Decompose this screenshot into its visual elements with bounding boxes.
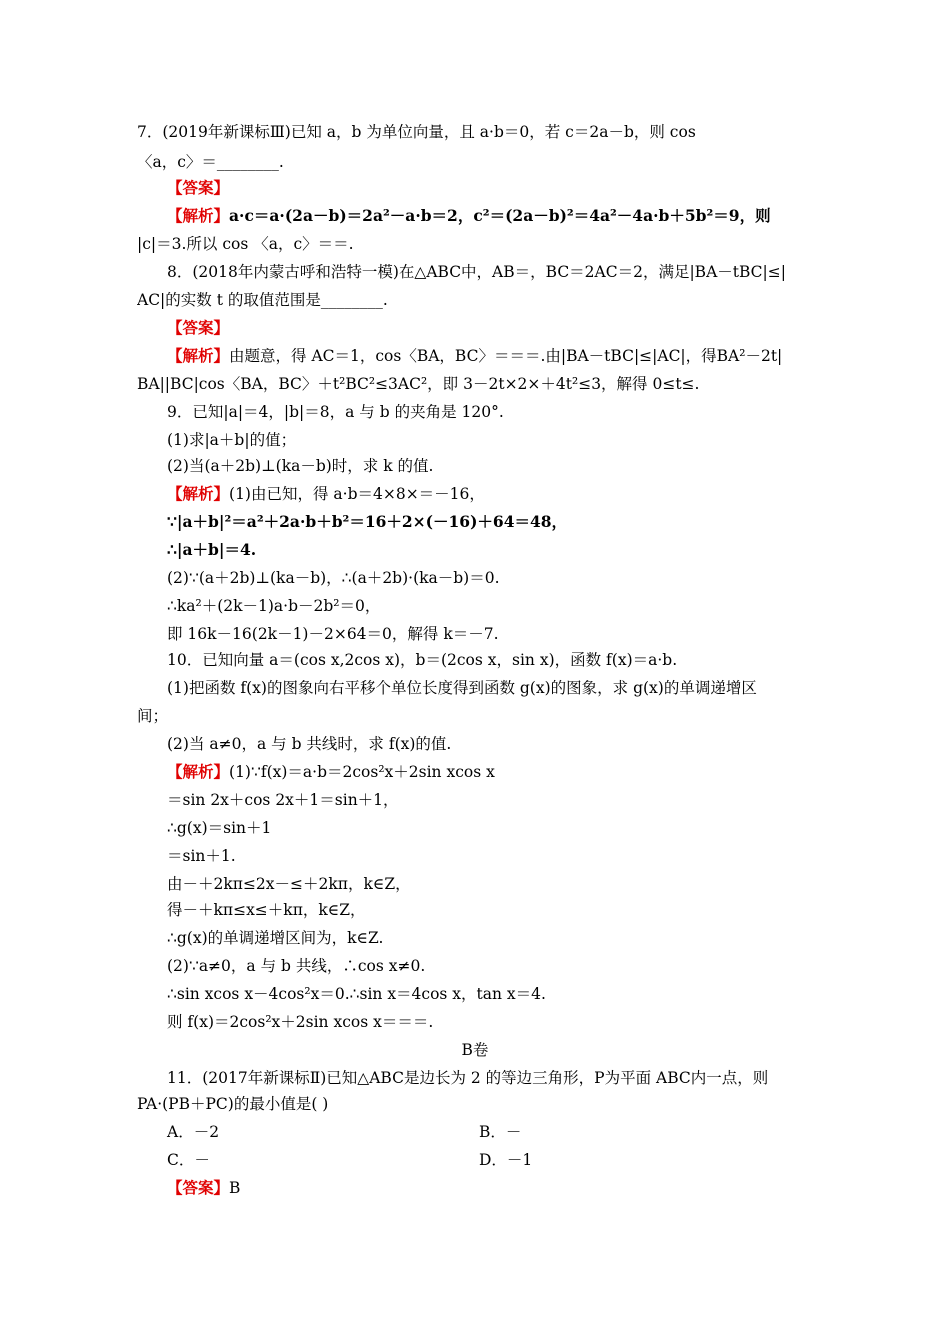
q9-part-2: (2)当(a＋2b)⊥(ka－b)时，求 k 的值. bbox=[167, 457, 434, 475]
q9-step-3: (2)∵(a＋2b)⊥(ka－b)，∴(a＋2b)·(ka－b)＝0. bbox=[167, 569, 500, 587]
q9-part-1: (1)求|a＋b|的值； bbox=[167, 431, 297, 449]
q10-step-6: ∴g(x)的单调递增区间为，k∈Z. bbox=[167, 929, 384, 947]
q9-step-1: ∵|a＋b|²＝a²＋2a·b＋b²＝16＋2×(－16)＋64＝48， bbox=[167, 512, 568, 531]
q11-line-2: PA·(PB＋PC)的最小值是( ) bbox=[137, 1095, 329, 1113]
q9-step-4: ∴ka²＋(2k－1)a·b－2b²＝0， bbox=[167, 597, 381, 615]
q10-step-3: ＝sin＋1. bbox=[167, 847, 236, 865]
q9-stem: 9．已知|a|＝4，|b|＝8，a 与 b 的夹角是 120°. bbox=[167, 403, 504, 421]
q11-answer: 【答案】B bbox=[167, 1178, 241, 1197]
section-heading: B卷 bbox=[461, 1041, 489, 1059]
q8-analysis-cont: BA||BC|cos〈BA，BC〉＋t²BC²≤3AC²，即 3－2t×2×＋4t²≤3，解得 0≤t≤. bbox=[137, 375, 700, 393]
q10-part-1-cont: 间； bbox=[137, 707, 169, 725]
q10-step-4: 由－＋2kπ≤2x－≤＋2kπ，k∈Z， bbox=[167, 875, 411, 893]
q10-step-8: ∴sin xcos x－4cos²x＝0.∴sin x＝4cos x，tan x＝4. bbox=[167, 985, 546, 1003]
q7-answer: 【答案】 bbox=[167, 178, 230, 197]
q10-step-9: 则 f(x)＝2cos²x＋2sin xcos x＝＝＝. bbox=[167, 1013, 434, 1031]
q11-option-c: C．－ bbox=[167, 1151, 210, 1169]
q10-part-1: (1)把函数 f(x)的图象向右平移个单位长度得到函数 g(x)的图象，求 g(x)的单调递增区 bbox=[167, 679, 757, 697]
q9-step-2: ∴|a＋b|＝4. bbox=[167, 540, 257, 559]
q10-step-5: 得－＋kπ≤x≤＋kπ，k∈Z， bbox=[167, 901, 366, 919]
q11-option-a: A．－2 bbox=[167, 1123, 220, 1141]
q7-analysis: 【解析】a·c＝a·(2a－b)＝2a²－a·b＝2，c²＝(2a－b)²＝4a²－4a·b＋5b²＝9，则 bbox=[167, 206, 771, 225]
q10-step-7: (2)∵a≠0，a 与 b 共线，∴cos x≠0. bbox=[167, 957, 426, 975]
q8-line-2: AC|的实数 t 的取值范围是________. bbox=[137, 291, 388, 309]
q10-part-2: (2)当 a≠0，a 与 b 共线时，求 f(x)的值. bbox=[167, 735, 452, 753]
q8-line-1: 8．(2018年内蒙古呼和浩特一模)在△ABC中，AB＝，BC＝2AC＝2，满足|BA－tBC|≤| bbox=[167, 263, 786, 281]
q8-answer: 【答案】 bbox=[167, 318, 230, 337]
q11-option-d: D．－1 bbox=[479, 1151, 533, 1169]
q8-analysis: 【解析】由题意，得 AC＝1，cos〈BA，BC〉＝＝＝.由|BA－tBC|≤|AC|，得BA²－2t| bbox=[167, 346, 783, 365]
q7-line-1: 7．(2019年新课标Ⅲ)已知 a，b 为单位向量，且 a·b＝0，若 c＝2a－b，则 cos bbox=[137, 123, 696, 141]
q9-analysis: 【解析】(1)由已知，得 a·b＝4×8×＝－16， bbox=[167, 484, 485, 503]
q11-option-b: B．－ bbox=[479, 1123, 522, 1141]
q10-stem: 10．已知向量 a＝(cos x,2cos x)，b＝(2cos x，sin x)，函数 f(x)＝a·b. bbox=[167, 651, 678, 669]
q10-step-1: ＝sin 2x＋cos 2x＋1＝sin＋1， bbox=[167, 791, 399, 809]
q9-step-5: 即 16k－16(2k－1)－2×64＝0，解得 k＝－7. bbox=[167, 625, 499, 643]
q10-step-2: ∴g(x)＝sin＋1 bbox=[167, 819, 272, 837]
q7-line-2: 〈a，c〉＝________. bbox=[137, 153, 284, 171]
q11-line-1: 11．(2017年新课标Ⅱ)已知△ABC是边长为 2 的等边三角形，P为平面 ABC内一点，则 bbox=[167, 1069, 769, 1087]
q7-analysis-cont: |c|＝3.所以 cos 〈a，c〉＝＝. bbox=[137, 235, 354, 253]
q10-analysis: 【解析】(1)∵f(x)＝a·b＝2cos²x＋2sin xcos x bbox=[167, 762, 495, 781]
